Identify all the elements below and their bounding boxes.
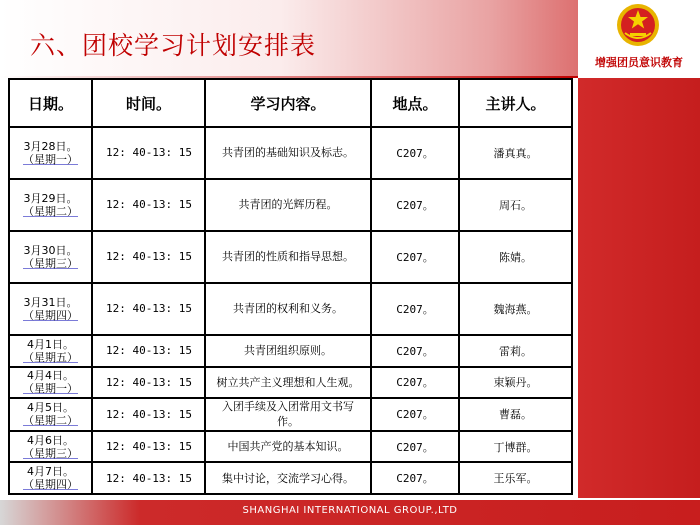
slogan-text: 增强团员意识教育 — [595, 56, 683, 69]
date-weekday: （星期五） — [23, 350, 78, 364]
right-decor-band — [578, 78, 700, 498]
date-weekday: （星期四） — [23, 308, 78, 322]
date-cell — [9, 179, 92, 231]
content-cell: 入团手续及入团常用文书写作。 — [205, 398, 371, 431]
date-day: 4月5日。 — [27, 401, 74, 415]
content-cell: 集中讨论，交流学习心得。 — [205, 462, 371, 494]
room-cell: C207。 — [371, 231, 459, 283]
room-cell: C207。 — [371, 179, 459, 231]
speaker-cell: 王乐军。 — [459, 462, 572, 494]
time-cell: 12: 40-13: 15 — [92, 127, 205, 179]
speaker-cell: 曹磊。 — [459, 398, 572, 431]
content-cell: 共青团的基础知识及标志。 — [205, 127, 371, 179]
room-cell: C207。 — [371, 335, 459, 367]
table-row — [9, 398, 572, 431]
room-cell: C207。 — [371, 462, 459, 494]
date-weekday: （星期一） — [23, 152, 78, 166]
column-header-speaker: 主讲人。 — [459, 79, 572, 127]
time-cell: 12: 40-13: 15 — [92, 367, 205, 399]
time-cell: 12: 40-13: 15 — [92, 462, 205, 494]
table-row — [9, 283, 572, 335]
column-header-room: 地点。 — [371, 79, 459, 127]
content-cell: 共青团组织原则。 — [205, 335, 371, 367]
content-cell: 中国共产党的基本知识。 — [205, 431, 371, 463]
time-cell: 12: 40-13: 15 — [92, 398, 205, 431]
youth-league-emblem-icon — [616, 3, 660, 47]
time-cell: 12: 40-13: 15 — [92, 335, 205, 367]
speaker-cell: 潘真真。 — [459, 127, 572, 179]
date-day: 3月31日。 — [23, 295, 78, 309]
date-weekday: （星期四） — [23, 478, 78, 492]
room-cell: C207。 — [371, 283, 459, 335]
column-header-time: 时间。 — [92, 79, 205, 127]
date-day: 4月1日。 — [27, 337, 74, 351]
column-header-date: 日期。 — [9, 79, 92, 127]
date-day: 4月7日。 — [27, 465, 74, 479]
date-weekday: （星期一） — [23, 382, 78, 396]
date-weekday: （星期三） — [23, 446, 78, 460]
date-cell — [9, 367, 92, 399]
table-header-row — [9, 79, 572, 127]
date-cell — [9, 127, 92, 179]
table-row — [9, 179, 572, 231]
speaker-cell: 丁博群。 — [459, 431, 572, 463]
content-cell: 共青团的权利和义务。 — [205, 283, 371, 335]
room-cell: C207。 — [371, 367, 459, 399]
table-row — [9, 431, 572, 463]
speaker-cell: 魏海燕。 — [459, 283, 572, 335]
room-cell: C207。 — [371, 431, 459, 463]
time-cell: 12: 40-13: 15 — [92, 231, 205, 283]
logo-area — [578, 0, 700, 78]
table-row — [9, 335, 572, 367]
table-row — [9, 127, 572, 179]
date-cell — [9, 231, 92, 283]
date-cell — [9, 462, 92, 494]
date-day: 3月29日。 — [23, 191, 78, 205]
date-day: 4月4日。 — [27, 369, 74, 383]
date-cell — [9, 283, 92, 335]
content-cell: 共青团的光辉历程。 — [205, 179, 371, 231]
table-row — [9, 231, 572, 283]
date-cell — [9, 431, 92, 463]
room-cell: C207。 — [371, 398, 459, 431]
time-cell: 12: 40-13: 15 — [92, 179, 205, 231]
speaker-cell: 周石。 — [459, 179, 572, 231]
date-weekday: （星期二） — [23, 414, 78, 428]
date-day: 3月30日。 — [23, 243, 78, 257]
table-row — [9, 367, 572, 399]
date-day: 4月6日。 — [27, 433, 74, 447]
time-cell: 12: 40-13: 15 — [92, 431, 205, 463]
room-cell: C207。 — [371, 127, 459, 179]
speaker-cell: 陈婧。 — [459, 231, 572, 283]
speaker-cell: 束颖丹。 — [459, 367, 572, 399]
footer-company: SHANGHAI INTERNATIONAL GROUP.,LTD — [242, 505, 458, 516]
speaker-cell: 雷莉。 — [459, 335, 572, 367]
date-weekday: （星期三） — [23, 256, 78, 270]
content-cell: 共青团的性质和指导思想。 — [205, 231, 371, 283]
date-cell — [9, 398, 92, 431]
date-day: 3月28日。 — [23, 139, 78, 153]
column-header-content: 学习内容。 — [205, 79, 371, 127]
table-row — [9, 462, 572, 494]
date-weekday: （星期二） — [23, 204, 78, 218]
page-title: 六、团校学习计划安排表 — [30, 31, 317, 60]
time-cell: 12: 40-13: 15 — [92, 283, 205, 335]
schedule-table — [8, 78, 573, 495]
content-cell: 树立共产主义理想和人生观。 — [205, 367, 371, 399]
date-cell — [9, 335, 92, 367]
